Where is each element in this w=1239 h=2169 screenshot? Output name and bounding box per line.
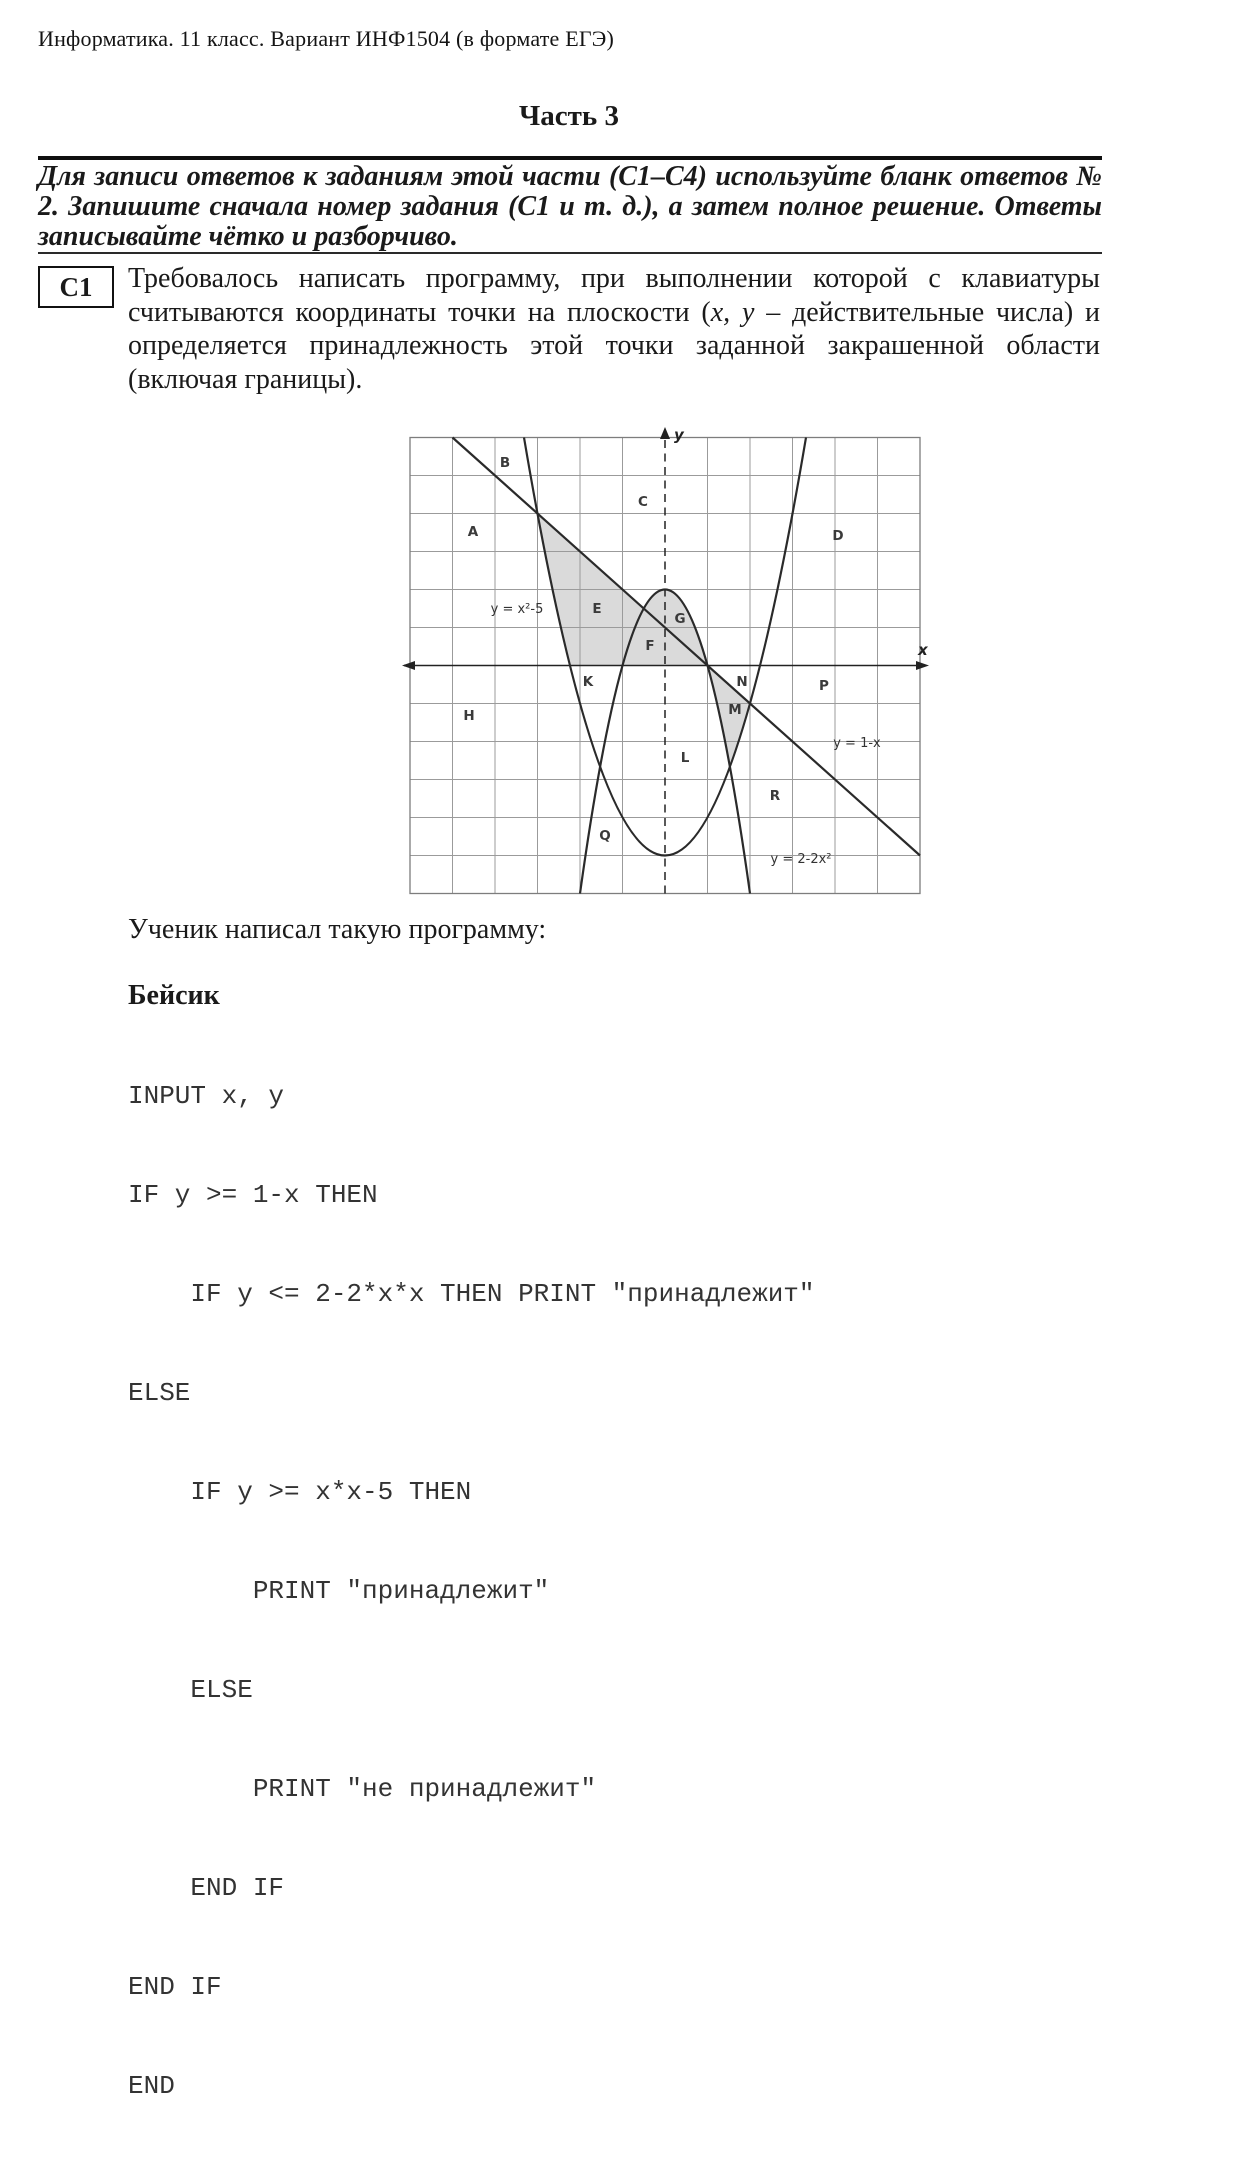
code-line: IF y >= 1-x THEN	[128, 1180, 378, 1210]
region-label-f: F	[645, 638, 655, 654]
instructions-paragraph: Для записи ответов к заданиям этой части (С1–С4) используйте бланк ответов № 2. Запишите сначала номер задания (С1 и т. д.), а затем полное решение. Ответы записывайте чётко и разборчиво.	[38, 161, 1102, 252]
figure-svg	[402, 426, 930, 898]
region-label-c: C	[638, 494, 648, 510]
page-header: Информатика. 11 класс. Вариант ИНФ1504 (в формате ЕГЭ)	[38, 26, 615, 51]
equation-label-line: y = 1-x	[833, 736, 881, 751]
program-code	[128, 1014, 1108, 2169]
y-axis-label: y	[674, 426, 684, 444]
code-line: END	[128, 2071, 175, 2101]
task-id-box	[38, 266, 114, 308]
part-title: Часть 3	[519, 100, 619, 132]
code-line: IF y >= x*x-5 THEN	[128, 1477, 472, 1507]
code-line: PRINT "не принадлежит"	[128, 1774, 597, 1804]
code-line: END IF	[128, 1873, 285, 1903]
program-intro: Ученик написал такую программу:	[128, 914, 547, 945]
region-label-h: H	[463, 708, 475, 724]
region-label-q: Q	[599, 828, 611, 844]
region-label-p: P	[819, 678, 829, 694]
region-label-e: E	[592, 601, 602, 617]
program-language: Бейсик	[128, 980, 220, 1011]
x-axis-label: x	[918, 641, 928, 659]
region-label-g: G	[674, 611, 686, 627]
code-line: PRINT "принадлежит"	[128, 1576, 550, 1606]
curve-line	[453, 438, 921, 856]
region-label-l: L	[680, 750, 690, 766]
code-line: END IF	[128, 1972, 222, 2002]
task-text	[128, 262, 1100, 396]
figure-coordinate-plane	[402, 426, 930, 898]
task-id: С1	[59, 271, 93, 302]
region-label-r: R	[769, 788, 781, 804]
equation-label-parabola-up: y = x²-5	[490, 602, 544, 617]
y-axis-arrow	[660, 427, 670, 439]
divider-thin	[38, 252, 1102, 254]
equation-label-parabola-down: y = 2-2x²	[770, 852, 832, 867]
region-label-n: N	[736, 674, 748, 690]
region-label-m: M	[728, 702, 742, 718]
task-text-part1: Требовалось написать программу, при выполнении которой с клавиатуры считываются координаты точки на плоскости (	[128, 263, 1100, 328]
x-axis-arrow-left	[402, 661, 415, 670]
code-line: IF y <= 2-2*x*x THEN PRINT "принадлежит"	[128, 1279, 815, 1309]
region-label-d: D	[832, 528, 844, 544]
x-axis-arrow-right	[916, 661, 929, 670]
code-line: INPUT x, y	[128, 1081, 285, 1111]
task-text-xy: x, y	[710, 296, 755, 328]
code-line: ELSE	[128, 1378, 191, 1408]
code-line: ELSE	[128, 1675, 253, 1705]
region-label-b: B	[499, 455, 511, 471]
divider-thick	[38, 156, 1102, 160]
region-label-k: K	[582, 674, 594, 690]
task-text-part2: – действительные числа) и определяется принадлежность этой точки заданной закрашенной области (включая границы).	[128, 296, 1100, 395]
region-label-a: A	[467, 524, 479, 540]
